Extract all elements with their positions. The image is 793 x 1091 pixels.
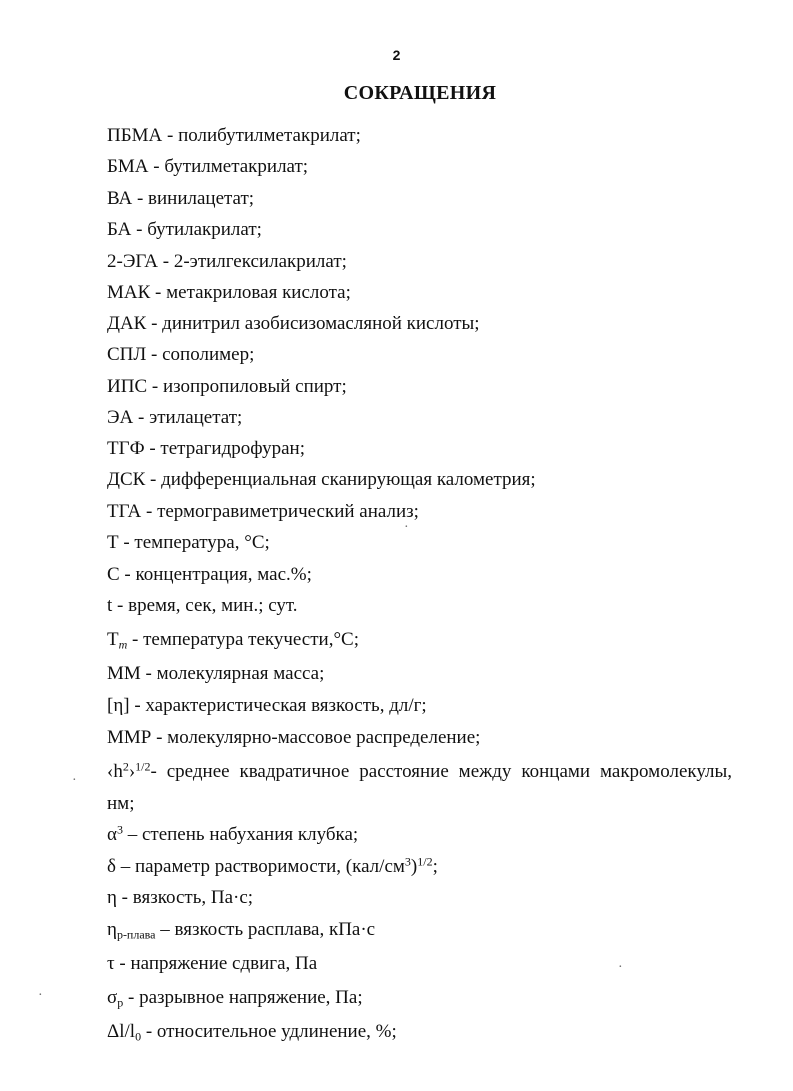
rms-sup2: 1/2 [135, 759, 151, 774]
entry-ba: БА - бутилакрилат; [107, 219, 262, 240]
entry-bma: БМА - бутилметакрилат; [107, 156, 309, 177]
swelling-symbol: α [107, 824, 117, 845]
melt-subscript: р-плава [116, 927, 156, 942]
entry-time: t - время, сек, мин.; сут. [107, 595, 298, 616]
entry-tga: ТГА - термогравиметрический анализ; [107, 501, 419, 522]
solubility-text: δ – параметр растворимости, (кал/см [107, 856, 405, 877]
rms-close: › [128, 761, 136, 782]
entry-rms-distance [107, 759, 732, 785]
solubility-mid: ) [410, 856, 418, 877]
entry-solubility-parameter [107, 854, 438, 880]
rms-open: ‹h [107, 761, 123, 782]
entry-concentration: С - концентрация, мас.%; [107, 564, 312, 585]
entry-ea: ЭА - этилацетат; [107, 407, 243, 428]
scan-speck: · [618, 960, 623, 975]
elongation-symbol: Δl/l [107, 1021, 136, 1042]
entry-mmr: ММР - молекулярно-массовое распределение; [107, 727, 481, 748]
entry-temperature: Т - температура, °С; [107, 532, 270, 553]
entry-rms-continuation: нм; [107, 793, 135, 814]
entry-swelling [107, 822, 358, 848]
entry-ips: ИПС - изопропиловый спирт; [107, 376, 347, 397]
scan-speck: · [38, 988, 43, 1003]
solubility-sup2: 1/2 [417, 854, 433, 869]
entry-mak: МАК - метакриловая кислота; [107, 282, 351, 303]
entry-va: ВА - винилацетат; [107, 188, 255, 209]
entry-intrinsic-viscosity: [η] - характеристическая вязкость, дл/г; [107, 695, 427, 716]
entry-tgf: ТГФ - тетрагидрофуран; [107, 438, 305, 459]
solubility-end: ; [432, 856, 438, 877]
entry-tensile-stress [107, 985, 363, 1011]
flow-temp-subscript: т [118, 637, 128, 652]
tensile-symbol: σ [107, 987, 118, 1008]
scan-speck: · [404, 520, 409, 535]
entry-elongation [107, 1019, 397, 1045]
entry-flow-temperature [107, 627, 359, 653]
entry-dsk: ДСК - дифференциальная сканирующая калометрия; [107, 469, 536, 490]
flow-temp-symbol: Т [107, 629, 119, 650]
tensile-subscript: р [117, 995, 124, 1010]
page-number: 2 [392, 47, 401, 63]
page-title: СОКРАЩЕНИЯ [343, 82, 497, 104]
entry-spl: СПЛ - сополимер; [107, 344, 255, 365]
flow-temp-text: - температура текучести,°С; [127, 629, 360, 650]
entry-shear-stress: τ - напряжение сдвига, Па [107, 953, 318, 974]
melt-symbol: η [107, 919, 117, 940]
solubility-sup1: 3 [404, 854, 411, 869]
entry-mm: ММ - молекулярная масса; [107, 663, 325, 684]
entry-dak: ДАК - динитрил азобисизомасляной кислоты; [107, 313, 480, 334]
entry-pbma: ПБМА - полибутилметакрилат; [107, 125, 361, 146]
elongation-subscript: 0 [135, 1029, 142, 1044]
elongation-text: - относительное удлинение, %; [141, 1021, 397, 1042]
rms-text: - среднее квадратичное расстояние между концами макромолекулы, [150, 761, 732, 782]
scan-speck: · [72, 773, 77, 788]
entry-viscosity: η - вязкость, Па·с; [107, 887, 254, 908]
swelling-sup: 3 [116, 822, 123, 837]
entry-2ega: 2-ЭГА - 2-этилгексилакрилат; [107, 251, 347, 272]
melt-text: – вязкость расплава, кПа·с [155, 919, 376, 940]
entry-melt-viscosity [107, 917, 375, 943]
swelling-text: – степень набухания клубка; [122, 824, 359, 845]
rms-sup1: 2 [122, 759, 129, 774]
tensile-text: - разрывное напряжение, Па; [123, 987, 363, 1008]
